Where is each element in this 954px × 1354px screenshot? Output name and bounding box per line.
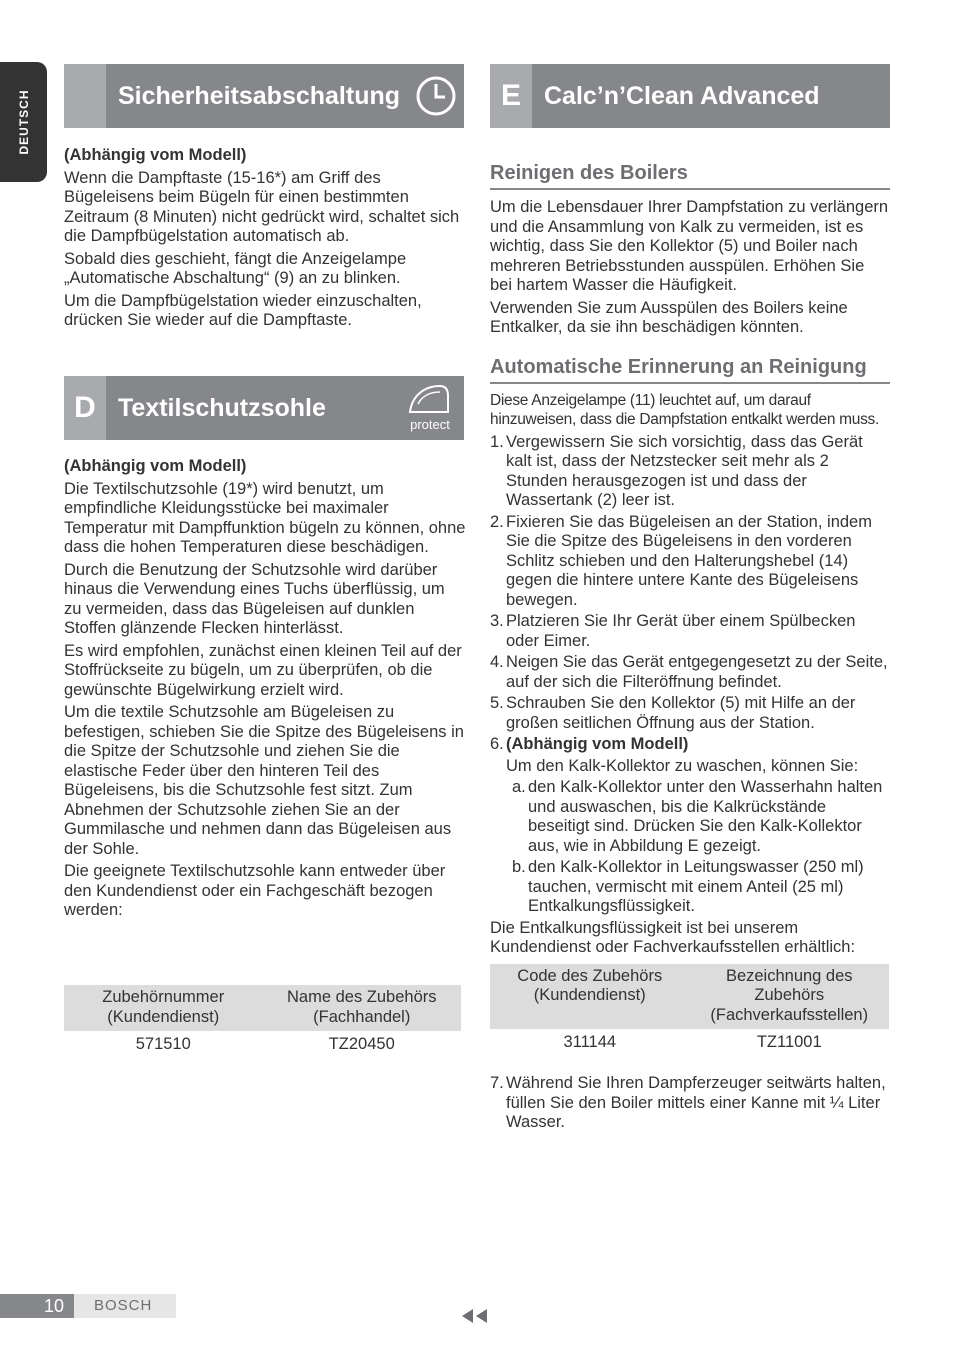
list-item: 1. Vergewissern Sie sich vorsichtig, dass das Gerät kalt ist, dass der Netzstecker seit mehr als 2 Stunden herausgezogen ist und dass der Wassertank (2) leer ist.	[490, 432, 863, 509]
section-body-sicherheitsabschaltung	[64, 146, 466, 334]
paragraph: Verwenden Sie zum Ausspülen des Boilers keine Entkalker, da sie ihn beschädigen könnten.	[490, 298, 848, 336]
section-header-calcnclean	[490, 64, 890, 128]
paragraph: Die Textilschutzsohle (19*) wird benutzt, um empfindliche Kleidungsstücke bei maximaler Temperatur mit Dampffunktion bügeln zu können, ohne dass die hohen Temperaturen diese beschädigen.	[64, 479, 466, 556]
protect-sole-icon	[400, 380, 460, 436]
language-tab	[0, 62, 47, 182]
table-header: Code des Zubehörs (Kundendienst)	[490, 964, 690, 1030]
subheading: Automatische Erinnerung an Reinigung	[490, 354, 890, 384]
table-header: Name des Zubehörs (Fachhandel)	[263, 985, 462, 1031]
list-item: 3. Platzieren Sie Ihr Gerät über einem Spülbecken oder Eimer.	[490, 612, 856, 650]
table-cell: 571510	[135, 1035, 191, 1053]
list-item: 7. Während Sie Ihren Dampferzeuger seitwärts halten, füllen Sie den Boiler mittels einer Kanne mit ¼ Liter Wasser.	[490, 1074, 886, 1131]
back-arrows-icon[interactable]	[462, 1308, 490, 1324]
brand-label: BOSCH	[74, 1294, 176, 1318]
list-item: 6. (Abhängig vom Modell)	[490, 735, 689, 753]
paragraph: Es wird empfohlen, zunächst einen kleinen Teil auf der Stoffrückseite zu bügeln, um zu überprüfen, ob die gewünschte Bügelwirkung erzielt wird.	[64, 641, 462, 699]
section-body-textilschutzsohle	[64, 457, 466, 924]
sub-list-item: a. den Kalk-Kollektor unter den Wasserhahn halten und auswaschen, bis die Kalkrückstände beseitigt sind. Drücken Sie den Kalk-Kollektor aus, wie in Abbildung E gezeigt.	[512, 778, 883, 855]
subheading: Reinigen des Boilers	[490, 160, 890, 190]
accessory-table-left	[64, 985, 461, 1058]
section-letter: E	[490, 64, 532, 128]
page-number: 10	[0, 1294, 74, 1318]
list-item: 5. Schrauben Sie den Kollektor (5) mit Hilfe an der großen seitlichen Öffnung aus der Station.	[490, 694, 856, 732]
paragraph: Um die textile Schutzsohle am Bügeleisen zu befestigen, schieben Sie die Spitze des Bügeleisens in die Spitze der Schutzsohle und ziehen Sie die elastische Feder über den hinteren Teil des Bügeleisens, bis die Schutzsohle fest sitzt. Zum Abnehmen der Schutzsohle ziehen Sie an der Gummilasche und nehmen dann das Bügeleisen aus der Sohle.	[64, 703, 464, 858]
table-row	[490, 1029, 889, 1056]
model-note: (Abhängig vom Modell)	[64, 457, 247, 475]
table-header: Zubehörnummer (Kundendienst)	[64, 985, 263, 1031]
section-header-textilschutzsohle	[64, 376, 464, 440]
paragraph: Diese Anzeigelampe (11) leuchtet auf, um darauf hinzuweisen, dass die Dampfstation entkalkt werden muss.	[490, 391, 879, 428]
paragraph: Um die Lebensdauer Ihrer Dampfstation zu verlängern und die Ansammlung von Kalk zu vermeiden, ist es wichtig, dass Sie den Kollektor (5) und Boiler nach mehreren Betriebsstunden ausspülen. Erhöhen Sie bei hartem Wasser die Häufigkeit.	[490, 198, 889, 294]
accessory-table-right	[490, 964, 889, 1057]
step6-intro: Um den Kalk-Kollektor zu waschen, können Sie:	[506, 756, 859, 775]
table-header: Bezeichnung des Zubehörs (Fachverkaufsstellen)	[690, 964, 890, 1030]
section-letter: D	[64, 376, 106, 440]
section-header-sicherheitsabschaltung	[64, 64, 464, 128]
list-item: 4. Neigen Sie das Gerät entgegengesetzt zu der Seite, auf der sich die Filteröffnung befindet.	[490, 653, 888, 691]
list-item: 2. Fixieren Sie das Bügeleisen an der Station, indem Sie die Spitze des Bügeleisens in den vorderen Schlitz schieben und den Halterungshebel (14) gegen die hintere untere Kante des Bügeleisens bewegen.	[490, 512, 872, 609]
model-note: (Abhängig vom Modell)	[64, 146, 247, 164]
paragraph: Durch die Benutzung der Schutzsohle wird darüber hinaus die Verwendung eines Tuchs überflüssig, um zu vermeiden, dass das Bügeleisen auf dunklen Stoffen glänzende Flecken hinterlässt.	[64, 560, 445, 637]
section-body-calcnclean	[490, 160, 890, 1135]
paragraph: Um die Dampfbügelstation wieder einzuschalten, drücken Sie wieder auf die Dampftaste.	[64, 291, 422, 329]
paragraph: Die Entkalkungsflüssigkeit ist bei unserem Kundendienst oder Fachverkaufsstellen erhältlich:	[490, 918, 856, 956]
section-title: Textilschutzsohle	[118, 393, 326, 422]
paragraph: Wenn die Dampftaste (15-16*) am Griff des Bügeleisens beim Bügeln für einen bestimmten Zeitraum (8 Minuten) nicht gedrückt wird, schaltet sich die Dampfbügelstation automatisch ab.	[64, 168, 460, 245]
clock-icon	[414, 74, 458, 118]
sub-list-item: b. den Kalk-Kollektor in Leitungswasser (250 ml) tauchen, vermischt mit einem Anteil (25 ml) Entkalkungsflüssigkeit.	[512, 858, 864, 915]
table-row	[64, 1031, 461, 1058]
table-cell: 311144	[563, 1033, 617, 1051]
paragraph: Sobald dies geschieht, fängt die Anzeigelampe „Automatische Abschaltung“ (9) an zu blinken.	[64, 249, 407, 287]
iron-icon	[406, 382, 452, 418]
table-cell: TZ20450	[328, 1035, 395, 1053]
table-cell: TZ11001	[756, 1033, 822, 1051]
paragraph: Die geeignete Textilschutzsohle kann entweder über den Kundendienst oder ein Fachgeschäft bezogen werden:	[64, 862, 446, 919]
section-title: Calc’n’Clean Advanced	[544, 81, 820, 110]
section-letter-blank	[64, 64, 106, 128]
language-label: DEUTSCH	[16, 89, 31, 155]
section-title: Sicherheitsabschaltung	[118, 81, 401, 110]
protect-label: protect	[410, 417, 450, 432]
